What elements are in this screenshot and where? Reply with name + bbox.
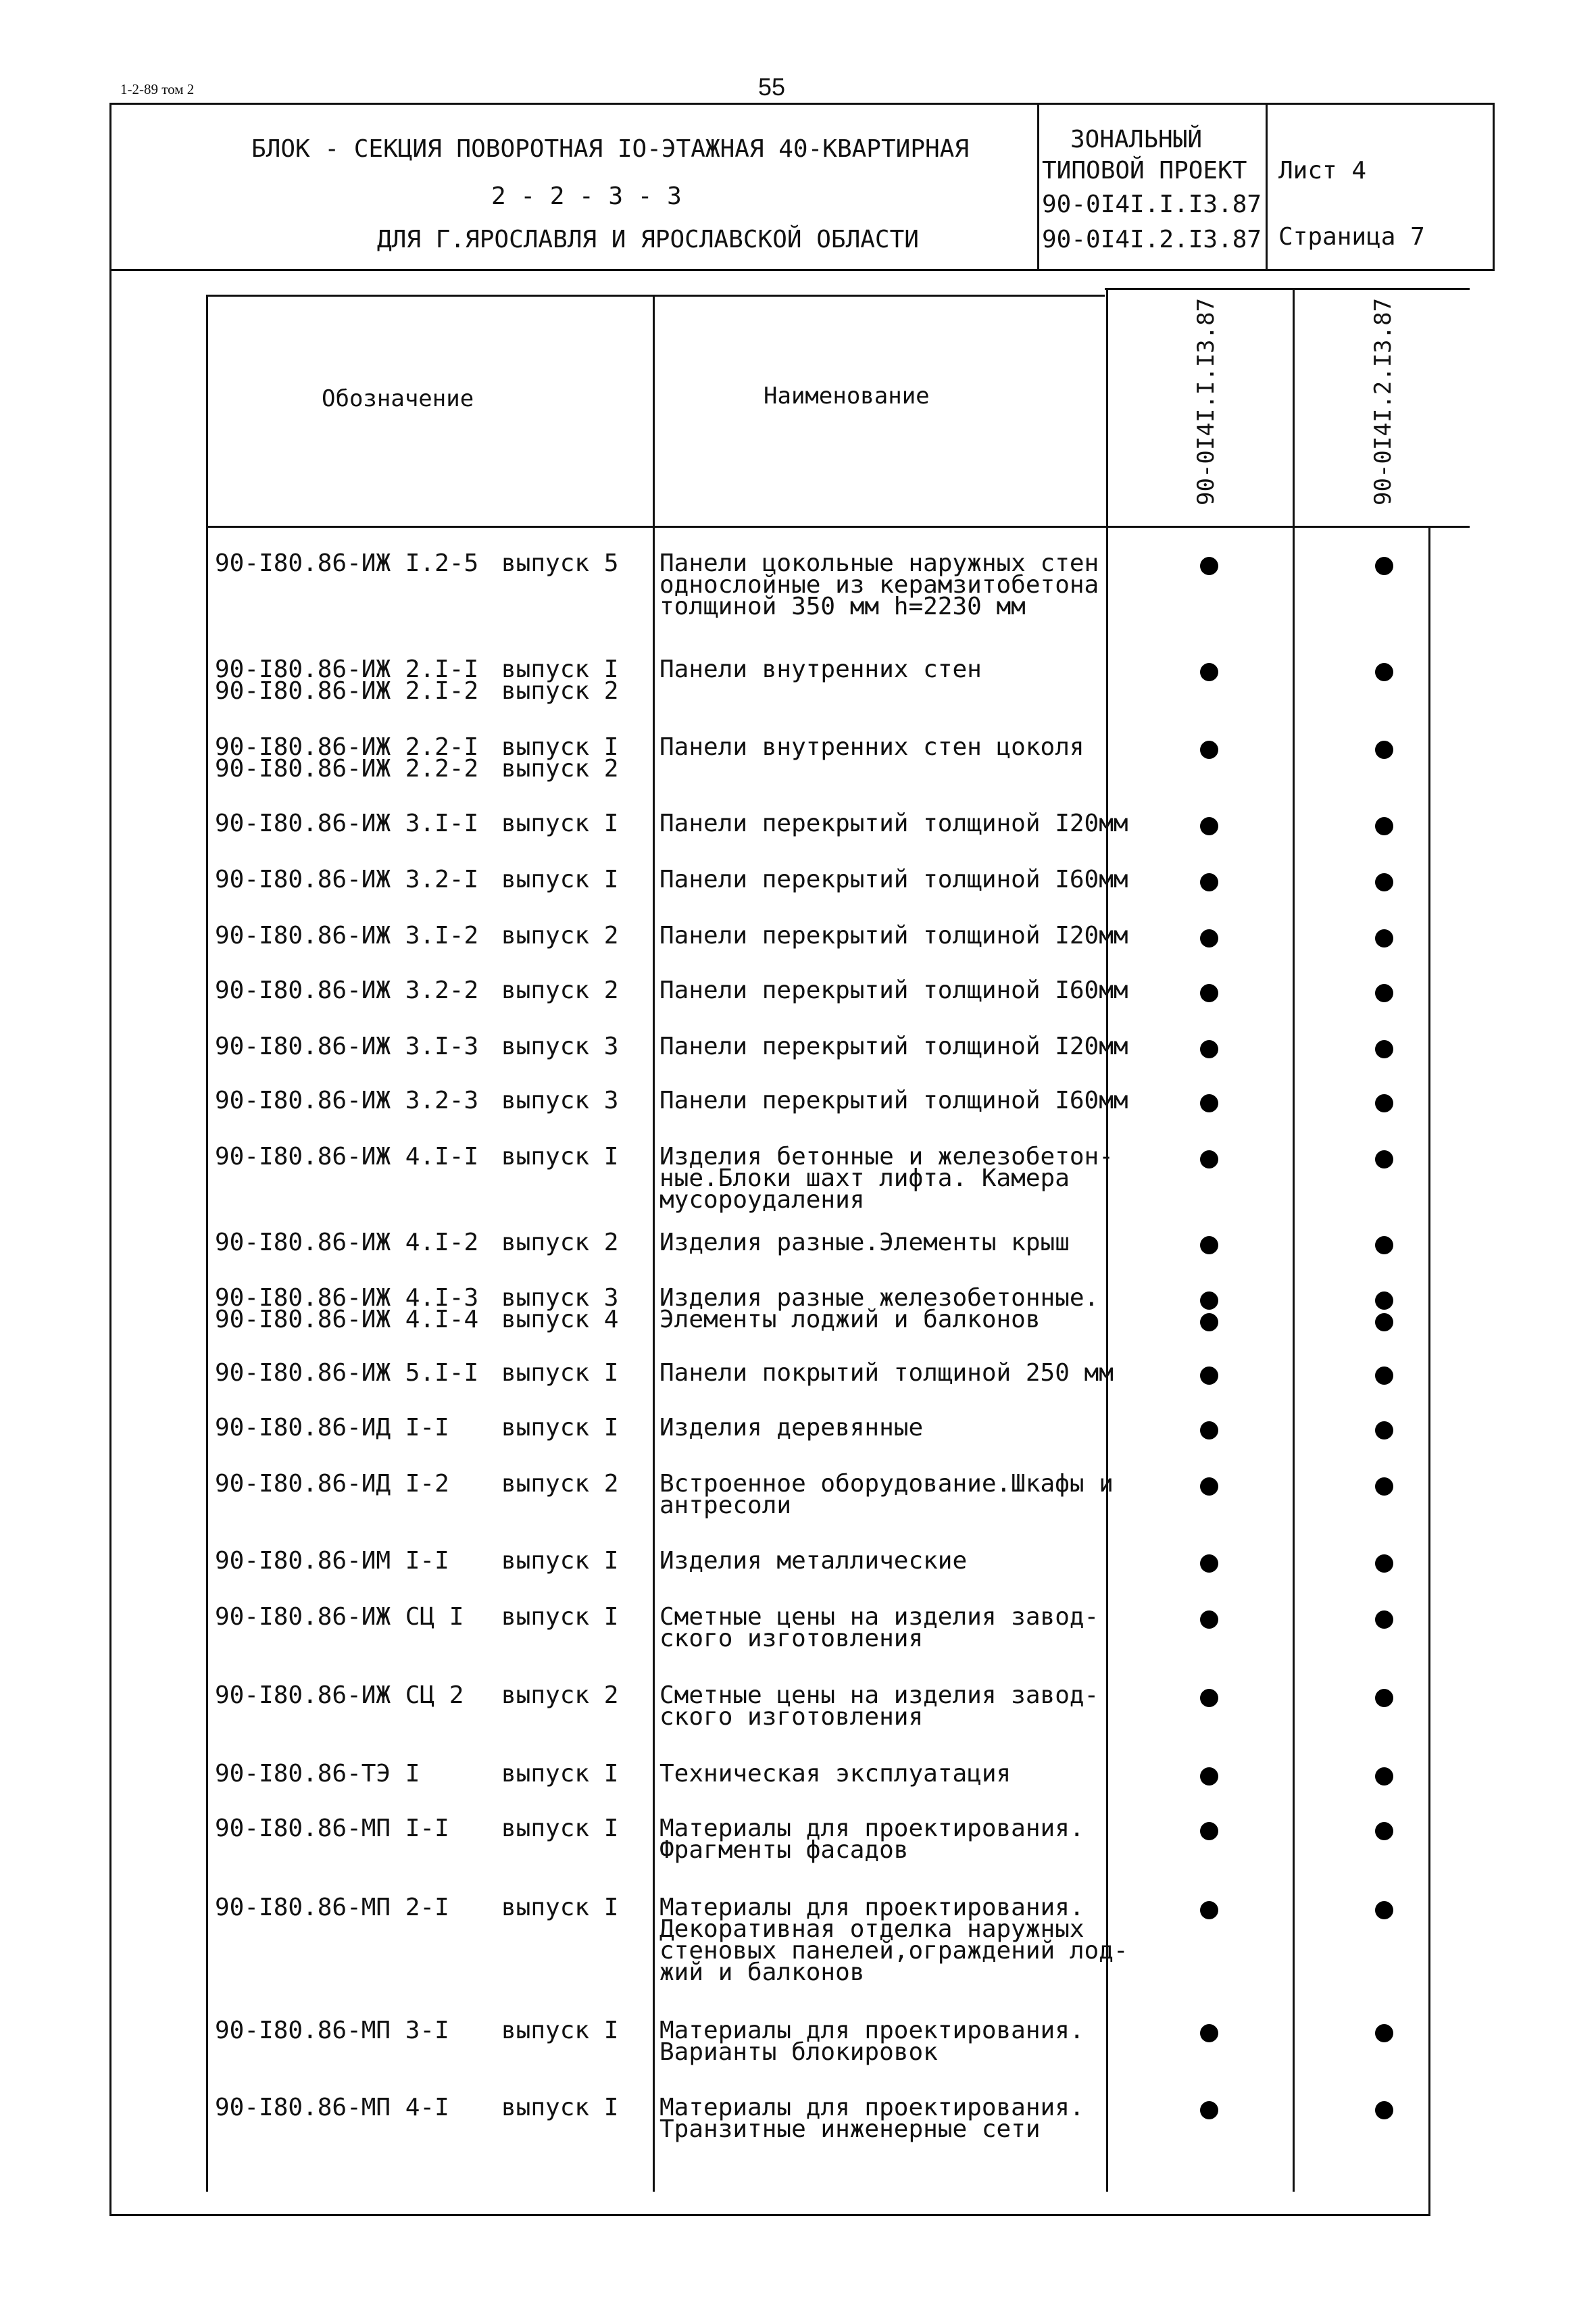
- row-issue: выпуск I: [501, 2017, 619, 2044]
- row-issue: выпуск I: [501, 1603, 619, 1631]
- row-designation: 90-I80.86-ИЖ 4.I-I: [215, 1143, 479, 1171]
- inclusion-mark-icon: [1375, 984, 1393, 1002]
- project-code-1: 90-0I4I.I.I3.87: [1042, 191, 1262, 218]
- page-number: 55: [757, 73, 786, 101]
- row-name: Панели внутренних стен: [659, 656, 982, 683]
- row-name: Изделия деревянные: [659, 1414, 924, 1442]
- row-name: антресоли: [659, 1492, 792, 1519]
- row-name: ные.Блоки шахт лифта. Камера: [659, 1164, 1070, 1192]
- row-name: однослойные из керамзитобетона: [659, 571, 1099, 599]
- row-name: Панели внутренних стен цоколя: [659, 733, 1084, 761]
- row-name: Материалы для проектирования.: [659, 2094, 1084, 2121]
- row-name: Панели покрытий толщиной 250 мм: [659, 1359, 1114, 1387]
- inclusion-mark-icon: [1200, 1477, 1218, 1496]
- inclusion-mark-icon: [1200, 1421, 1218, 1439]
- row-issue: выпуск 3: [501, 1033, 619, 1060]
- inclusion-mark-icon: [1200, 2024, 1218, 2042]
- row-designation: 90-I80.86-ИЖ 4.I-3: [215, 1284, 479, 1312]
- row-designation: 90-I80.86-ИЖ I.2-5: [215, 549, 479, 577]
- row-issue: выпуск 4: [501, 1306, 619, 1333]
- row-name: Техническая эксплуатация: [659, 1760, 1012, 1788]
- inclusion-mark-icon: [1375, 1040, 1393, 1058]
- row-name: толщиной 350 мм h=2230 мм: [659, 593, 1026, 620]
- inclusion-mark-icon: [1200, 1313, 1218, 1331]
- project-code-2: 90-0I4I.2.I3.87: [1042, 226, 1262, 253]
- row-name: Изделия металлические: [659, 1547, 968, 1575]
- inclusion-mark-icon: [1375, 2024, 1393, 2042]
- inclusion-mark-icon: [1200, 1150, 1218, 1168]
- project-type-line-2: ТИПОВОЙ ПРОЕКТ: [1042, 157, 1247, 184]
- row-designation: 90-I80.86-ИЖ 2.I-2: [215, 677, 479, 705]
- row-name: Изделия бетонные и железобетон-: [659, 1143, 1114, 1171]
- column-header-variant-2: 90-0I4I.2.I3.87: [1370, 297, 1397, 506]
- inclusion-mark-icon: [1375, 1421, 1393, 1439]
- row-name: Сметные цены на изделия завод-: [659, 1603, 1099, 1631]
- inclusion-mark-icon: [1200, 557, 1218, 575]
- row-issue: выпуск I: [501, 733, 619, 761]
- row-name: ского изготовления: [659, 1625, 924, 1652]
- row-designation: 90-I80.86-МП 3-I: [215, 2017, 449, 2044]
- inclusion-mark-icon: [1375, 1313, 1393, 1331]
- column-header-variant-1: 90-0I4I.I.I3.87: [1193, 297, 1220, 506]
- inclusion-mark-icon: [1200, 1901, 1218, 1919]
- inclusion-mark-icon: [1375, 1767, 1393, 1786]
- row-name: Транзитные инженерные сети: [659, 2115, 1041, 2143]
- row-designation: 90-I80.86-ИМ I-I: [215, 1547, 449, 1575]
- inclusion-mark-icon: [1375, 1236, 1393, 1254]
- row-designation: 90-I80.86-ИЖ 3.I-3: [215, 1033, 479, 1060]
- row-name: Изделия разные.Элементы крыш: [659, 1229, 1070, 1256]
- row-issue: выпуск 2: [501, 922, 619, 950]
- inclusion-mark-icon: [1200, 741, 1218, 759]
- row-issue: выпуск 3: [501, 1284, 619, 1312]
- row-issue: выпуск 2: [501, 977, 619, 1004]
- row-issue: выпуск I: [501, 810, 619, 837]
- row-designation: 90-I80.86-ИЖ 4.I-2: [215, 1229, 479, 1256]
- inclusion-mark-icon: [1200, 1236, 1218, 1254]
- row-designation: 90-I80.86-ИЖ 3.I-2: [215, 922, 479, 950]
- title-line-3: ДЛЯ Г.ЯРОСЛАВЛЯ И ЯРОСЛАВСКОЙ ОБЛАСТИ: [377, 226, 919, 253]
- row-name: Панели перекрытий толщиной I60мм: [659, 866, 1128, 893]
- inclusion-mark-icon: [1375, 1610, 1393, 1629]
- row-name: жий и балконов: [659, 1959, 865, 1986]
- inclusion-mark-icon: [1375, 1094, 1393, 1112]
- row-name: стеновых панелей,ограждений лод-: [659, 1937, 1128, 1965]
- row-issue: выпуск I: [501, 1760, 619, 1788]
- inclusion-mark-icon: [1200, 984, 1218, 1002]
- inclusion-mark-icon: [1200, 1367, 1218, 1385]
- row-name: Элементы лоджий и балконов: [659, 1306, 1041, 1333]
- row-issue: выпуск I: [501, 1414, 619, 1442]
- inclusion-mark-icon: [1200, 2101, 1218, 2119]
- row-designation: 90-I80.86-МП I-I: [215, 1815, 449, 1842]
- row-name: Сметные цены на изделия завод-: [659, 1681, 1099, 1709]
- inclusion-mark-icon: [1375, 663, 1393, 681]
- row-issue: выпуск 2: [501, 1470, 619, 1498]
- row-issue: выпуск I: [501, 1894, 619, 1921]
- inclusion-mark-icon: [1200, 873, 1218, 891]
- row-designation: 90-I80.86-ИЖ 3.2-I: [215, 866, 479, 893]
- row-designation: 90-I80.86-МП 2-I: [215, 1894, 449, 1921]
- row-name: Встроенное оборудование.Шкафы и: [659, 1470, 1114, 1498]
- column-header-designation: Обозначение: [322, 385, 474, 412]
- row-designation: 90-I80.86-ИЖ 4.I-4: [215, 1306, 479, 1333]
- inclusion-mark-icon: [1375, 817, 1393, 835]
- row-designation: 90-I80.86-ТЭ I: [215, 1760, 420, 1788]
- row-name: мусороудаления: [659, 1186, 865, 1214]
- title-line-1: БЛОК - СЕКЦИЯ ПОВОРОТНАЯ IO-ЭТАЖНАЯ 40-КВАРТИРНАЯ: [251, 135, 970, 163]
- row-name: Материалы для проектирования.: [659, 2017, 1084, 2044]
- row-name: Варианты блокировок: [659, 2038, 938, 2066]
- row-name: Панели перекрытий толщиной I20мм: [659, 1033, 1128, 1060]
- inclusion-mark-icon: [1375, 1689, 1393, 1707]
- inclusion-mark-icon: [1375, 873, 1393, 891]
- row-designation: 90-I80.86-ИД I-2: [215, 1470, 449, 1498]
- inclusion-mark-icon: [1375, 1822, 1393, 1840]
- row-issue: выпуск I: [501, 1143, 619, 1171]
- row-issue: выпуск 2: [501, 677, 619, 705]
- row-designation: 90-I80.86-ИЖ 5.I-I: [215, 1359, 479, 1387]
- row-issue: выпуск 3: [501, 1087, 619, 1114]
- inclusion-mark-icon: [1200, 1822, 1218, 1840]
- inclusion-mark-icon: [1200, 1610, 1218, 1629]
- row-issue: выпуск I: [501, 1815, 619, 1842]
- inclusion-mark-icon: [1200, 817, 1218, 835]
- row-name: Изделия разные железобетонные.: [659, 1284, 1099, 1312]
- inclusion-mark-icon: [1200, 1689, 1218, 1707]
- row-name: Панели перекрытий толщиной I60мм: [659, 977, 1128, 1004]
- inclusion-mark-icon: [1200, 929, 1218, 947]
- project-type-line-1: ЗОНАЛЬНЫЙ: [1070, 126, 1203, 153]
- row-issue: выпуск 2: [501, 1229, 619, 1256]
- page-label: Страница 7: [1278, 223, 1425, 251]
- row-issue: выпуск I: [501, 656, 619, 683]
- row-name: Фрагменты фасадов: [659, 1836, 909, 1864]
- inclusion-mark-icon: [1375, 1367, 1393, 1385]
- row-designation: 90-I80.86-МП 4-I: [215, 2094, 449, 2121]
- row-issue: выпуск 2: [501, 755, 619, 783]
- inclusion-mark-icon: [1200, 1291, 1218, 1310]
- inclusion-mark-icon: [1375, 1901, 1393, 1919]
- inclusion-mark-icon: [1375, 1291, 1393, 1310]
- row-issue: выпуск 5: [501, 549, 619, 577]
- inclusion-mark-icon: [1375, 1477, 1393, 1496]
- row-designation: 90-I80.86-ИЖ 3.2-3: [215, 1087, 479, 1114]
- row-name: Панели перекрытий толщиной I20мм: [659, 810, 1128, 837]
- row-designation: 90-I80.86-ИД I-I: [215, 1414, 449, 1442]
- row-name: Материалы для проектирования.: [659, 1894, 1084, 1921]
- inclusion-mark-icon: [1200, 663, 1218, 681]
- inclusion-mark-icon: [1200, 1554, 1218, 1573]
- sheet-number: Лист 4: [1278, 157, 1367, 184]
- row-issue: выпуск 2: [501, 1681, 619, 1709]
- inclusion-mark-icon: [1200, 1767, 1218, 1786]
- row-issue: выпуск I: [501, 866, 619, 893]
- row-issue: выпуск I: [501, 1359, 619, 1387]
- row-designation: 90-I80.86-ИЖ 3.I-I: [215, 810, 479, 837]
- row-designation: 90-I80.86-ИЖ 3.2-2: [215, 977, 479, 1004]
- title-line-2: 2 - 2 - 3 - 3: [491, 182, 682, 210]
- row-issue: выпуск I: [501, 1547, 619, 1575]
- volume-note: 1-2-89 том 2: [120, 81, 195, 97]
- row-name: Панели перекрытий толщиной I60мм: [659, 1087, 1128, 1114]
- row-issue: выпуск I: [501, 2094, 619, 2121]
- column-header-name: Наименование: [764, 383, 930, 410]
- row-name: Декоративная отделка наружных: [659, 1915, 1084, 1943]
- row-designation: 90-I80.86-ИЖ СЦ 2: [215, 1681, 464, 1709]
- row-name: Панели перекрытий толщиной I20мм: [659, 922, 1128, 950]
- inclusion-mark-icon: [1375, 741, 1393, 759]
- inclusion-mark-icon: [1375, 2101, 1393, 2119]
- row-name: Панели цокольные наружных стен: [659, 549, 1099, 577]
- inclusion-mark-icon: [1375, 557, 1393, 575]
- inclusion-mark-icon: [1200, 1040, 1218, 1058]
- row-name: Материалы для проектирования.: [659, 1815, 1084, 1842]
- row-designation: 90-I80.86-ИЖ СЦ I: [215, 1603, 464, 1631]
- inclusion-mark-icon: [1375, 929, 1393, 947]
- row-name: ского изготовления: [659, 1703, 924, 1731]
- row-designation: 90-I80.86-ИЖ 2.2-I: [215, 733, 479, 761]
- row-designation: 90-I80.86-ИЖ 2.I-I: [215, 656, 479, 683]
- inclusion-mark-icon: [1200, 1094, 1218, 1112]
- inclusion-mark-icon: [1375, 1150, 1393, 1168]
- row-designation: 90-I80.86-ИЖ 2.2-2: [215, 755, 479, 783]
- inclusion-mark-icon: [1375, 1554, 1393, 1573]
